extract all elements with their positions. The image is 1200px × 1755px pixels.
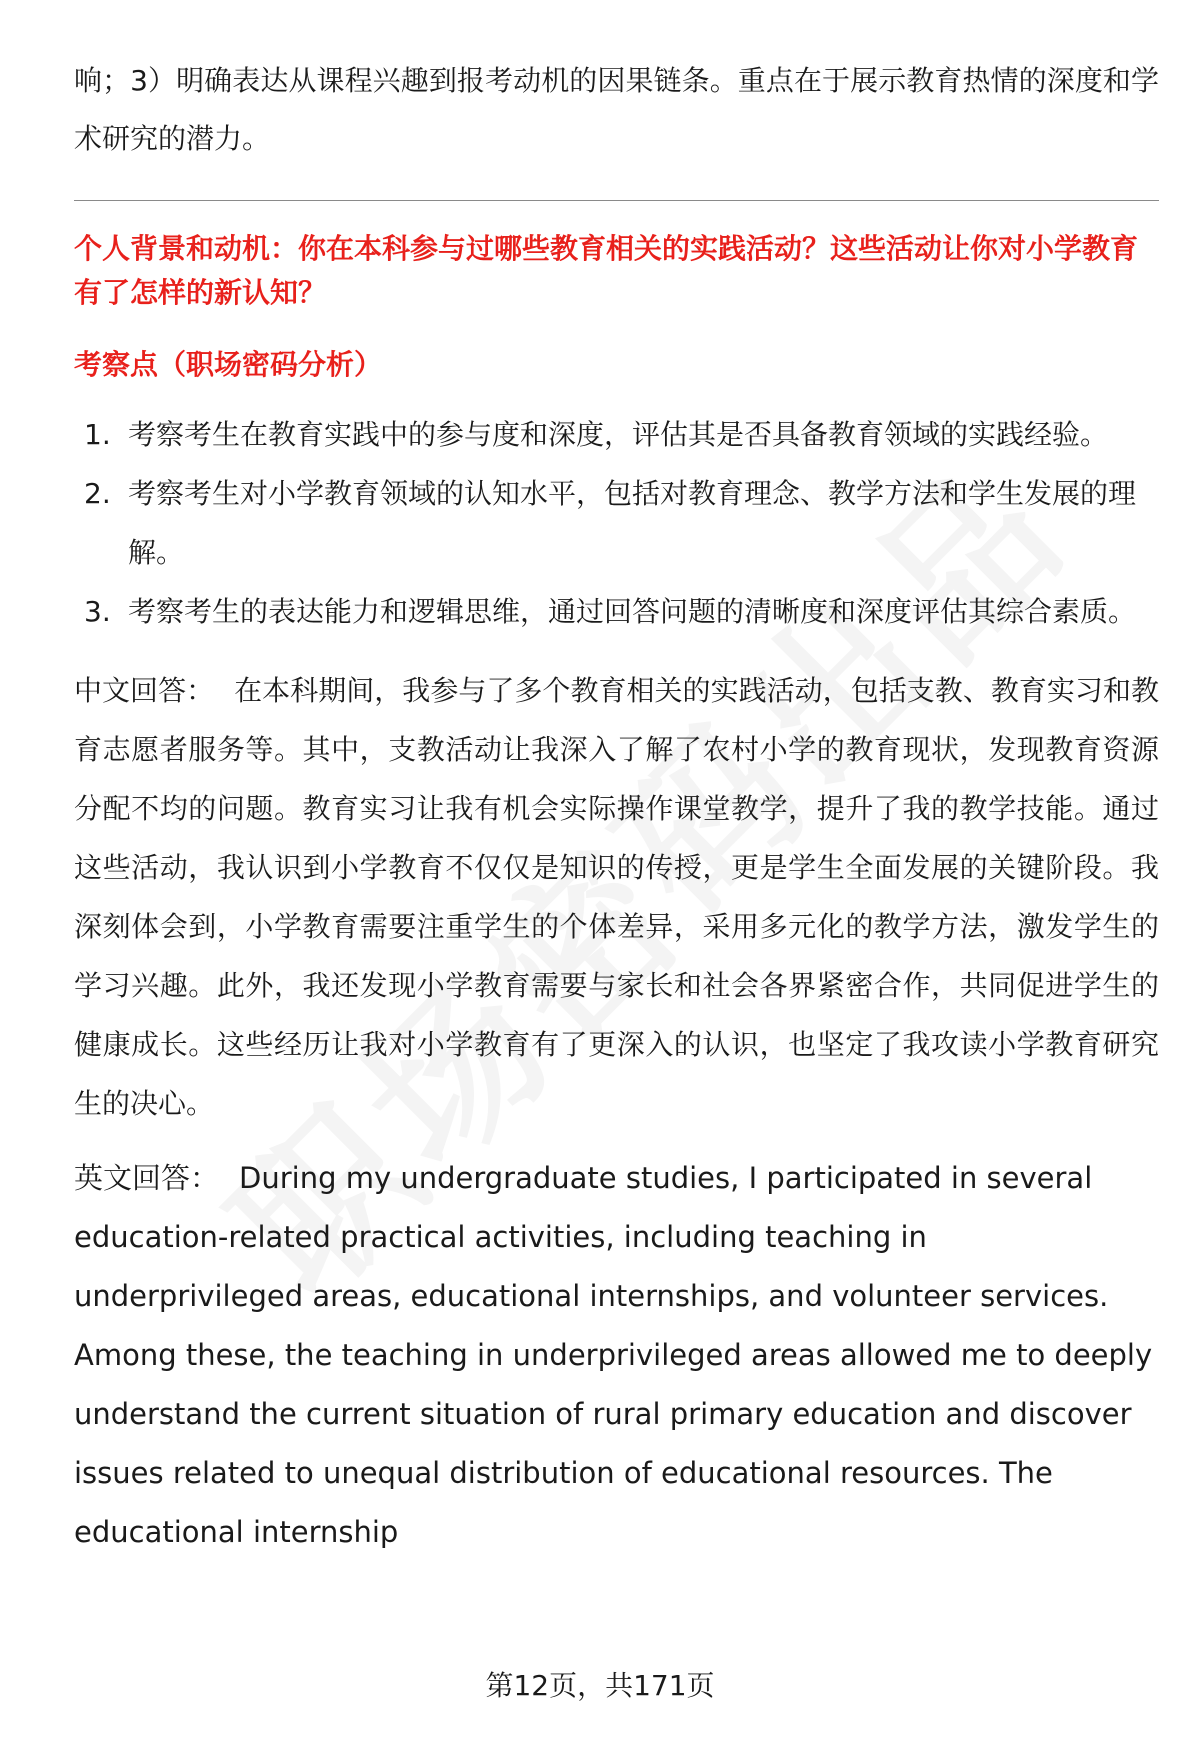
list-item-number: 3. [84, 595, 111, 628]
list-item-number: 2. [84, 477, 111, 510]
english-answer-text: During my undergraduate studies, I participated in several education-related practical activities, including teaching in underprivileged areas, educational internships, and volunteer services. Among these, the teaching in underprivileged areas allowed me to deeply understand the current situation of rural primary education and discover issues related to unequal distribution of educational resources. The educational internship [74, 1161, 1153, 1549]
list-item [74, 464, 1159, 582]
section-title: 考察点（职场密码分析） [74, 348, 383, 381]
list-item-text: 考察考生在教育实践中的参与度和深度，评估其是否具备教育领域的实践经验。 [128, 418, 1109, 451]
list-item [74, 582, 1159, 641]
english-answer-label: 英文回答： [74, 1161, 220, 1195]
page-footer: 第12页，共171页 [485, 1669, 715, 1702]
intro-paragraph: 响；3）明确表达从课程兴趣到报考动机的因果链条。重点在于展示教育热情的深度和学术研究的潜力。 [74, 64, 1159, 155]
chinese-answer-label: 中文回答： [74, 674, 215, 707]
list-item-text: 考察考生对小学教育领域的认知水平，包括对教育理念、教学方法和学生发展的理解。 [128, 477, 1137, 569]
page-content [74, 52, 1159, 1562]
chinese-answer-text: 在本科期间，我参与了多个教育相关的实践活动，包括支教、教育实习和教育志愿者服务等。其中，支教活动让我深入了解了农村小学的教育现状，发现教育资源分配不均的问题。教育实习让我有机会实际操作课堂教学，提升了我的教学技能。通过这些活动，我认识到小学教育不仅仅是知识的传授，更是学生全面发展的关键阶段。我深刻体会到，小学教育需要注重学生的个体差异，采用多元化的教学方法，激发学生的学习兴趣。此外，我还发现小学教育需要与家长和社会各界紧密合作，共同促进学生的健康成长。这些经历让我对小学教育有了更深入的认识，也坚定了我攻读小学教育研究生的决心。 [74, 674, 1159, 1120]
chinese-answer [74, 661, 1159, 1133]
question-heading: 个人背景和动机：你在本科参与过哪些教育相关的实践活动？这些活动让你对小学教育有了怎样的新认知？ [74, 232, 1139, 309]
list-item-number: 1. [84, 418, 111, 451]
assessment-points-list [74, 405, 1159, 641]
list-item-text: 考察考生的表达能力和逻辑思维，通过回答问题的清晰度和深度评估其综合素质。 [128, 595, 1137, 628]
list-item [74, 405, 1159, 464]
section-divider [74, 200, 1159, 201]
english-answer [74, 1149, 1159, 1562]
